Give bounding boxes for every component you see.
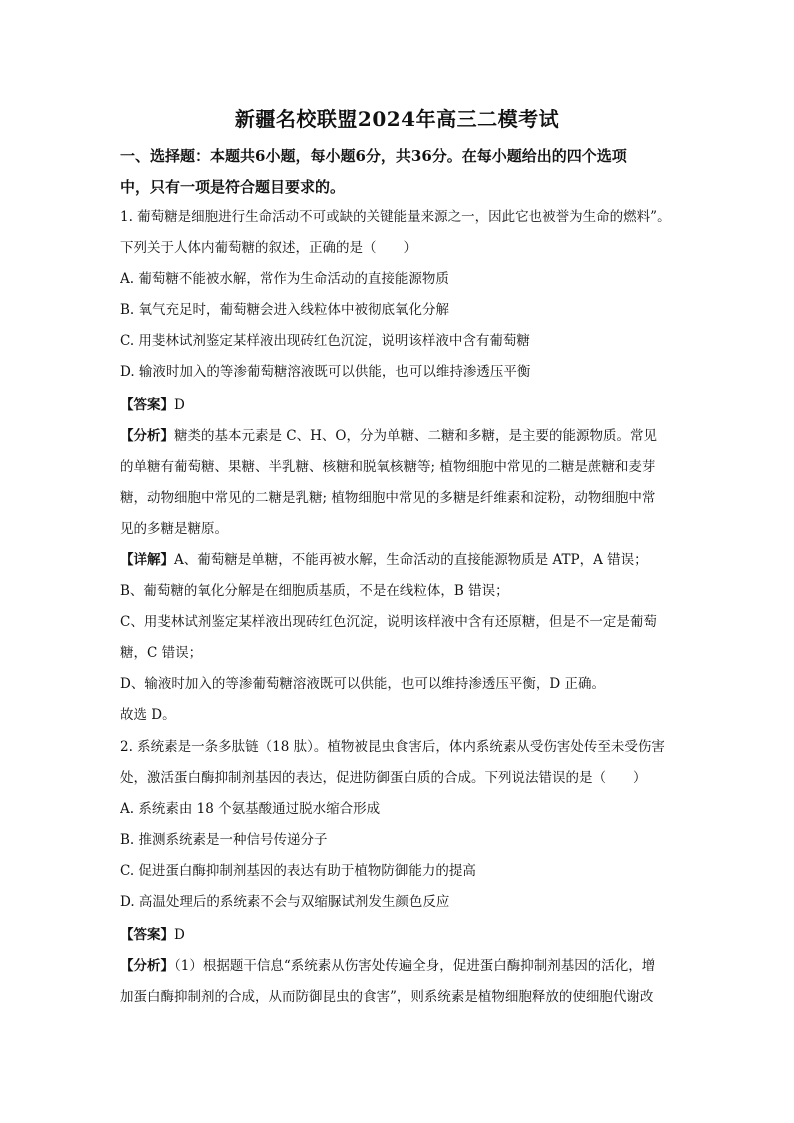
section-heading-line-1: 一、选择题：本题共6小题，每小题6分，共36分。在每小题给出的四个选项 — [120, 147, 627, 165]
q1-detail-line-6: 故选 D。 — [120, 707, 176, 723]
q1-option-b: B. 氧气充足时，葡萄糖会进入线粒体中被彻底氧化分解 — [120, 302, 450, 318]
q2-stem-line-1: 2. 系统素是一条多肽链（18 肽）。植物被昆虫食害后，体内系统素从受伤害处传至未受伤害 — [120, 739, 665, 755]
q1-answer — [120, 396, 690, 414]
q2-answer — [120, 926, 690, 944]
q2-analysis-line-1 — [120, 957, 690, 975]
q1-option-a: A. 葡萄糖不能被水解，常作为生命活动的直接能源物质 — [120, 271, 449, 287]
page-title: 新疆名校联盟2024年高三二模考试 — [234, 107, 560, 131]
q1-analysis-line-3: 糖，动物细胞中常见的二糖是乳糖; 植物细胞中常见的多糖是纤维素和淀粉，动物细胞中常 — [120, 490, 656, 506]
q1-analysis-line-1 — [120, 427, 690, 445]
q2-option-d: D. 高温处理后的系统素不会与双缩脲试剂发生颜色反应 — [120, 894, 450, 910]
q2-answer-tag: 【答案】 — [120, 927, 174, 943]
q2-option-a: A. 系统素由 18 个氨基酸通过脱水缩合形成 — [120, 801, 381, 817]
q2-analysis-text-1: （1）根据题干信息“系统素从伤害处传遍全身，促进蛋白酶抑制剂基因的活化，增 — [174, 958, 656, 974]
q2-option-c: C. 促进蛋白酶抑制剂基因的表达有助于植物防御能力的提高 — [120, 863, 476, 879]
q1-analysis-tag: 【分析】 — [120, 428, 174, 444]
q1-detail-line-2: B、葡萄糖的氧化分解是在细胞质基质，不是在线粒体，B 错误； — [120, 583, 509, 599]
q1-option-d: D. 输液时加入的等渗葡萄糖溶液既可以供能，也可以维持渗透压平衡 — [120, 364, 531, 380]
q1-detail-line-5: D、输液时加入的等渗葡萄糖溶液既可以供能，也可以维持渗透压平衡，D 正确。 — [120, 676, 605, 692]
q1-detail-line-1 — [120, 551, 690, 569]
q1-detail-text-1: A、葡萄糖是单糖，不能再被水解，生命活动的直接能源物质是 ATP，A 错误； — [174, 552, 648, 568]
q1-option-c: C. 用斐林试剂鉴定某样液出现砖红色沉淀，说明该样液中含有葡萄糖 — [120, 333, 530, 349]
q2-stem-line-2: 处，激活蛋白酶抑制剂基因的表达，促进防御蛋白质的合成。下列说法错误的是（ ） — [120, 770, 647, 786]
q2-option-b: B. 推测系统素是一种信号传递分子 — [120, 832, 328, 848]
q1-stem-line-1: 1. 葡萄糖是细胞进行生命活动不可或缺的关键能量来源之一，因此它也被誉为生命的燃料”。 — [120, 209, 671, 225]
q1-analysis-line-2: 的单糖有葡萄糖、果糖、半乳糖、核糖和脱氧核糖等; 植物细胞中常见的二糖是蔗糖和麦芽 — [120, 459, 656, 475]
q1-analysis-text-1: 糖类的基本元素是 C、H、O，分为单糖、二糖和多糖，是主要的能源物质。常见 — [174, 428, 657, 444]
q2-answer-value: D — [174, 927, 185, 943]
q1-stem-line-2: 下列关于人体内葡萄糖的叙述，正确的是（ ） — [120, 240, 417, 256]
q2-analysis-tag: 【分析】 — [120, 958, 174, 974]
q1-analysis-line-4: 见的多糖是糖原。 — [120, 521, 228, 537]
q1-answer-tag: 【答案】 — [120, 397, 174, 413]
q2-analysis-line-2: 加蛋白酶抑制剂的合成，从而防御昆虫的食害”，则系统素是植物细胞释放的使细胞代谢改 — [120, 989, 654, 1005]
q1-detail-line-3: C、用斐林试剂鉴定某样液出现砖红色沉淀，说明该样液中含有还原糖，但是不一定是葡萄 — [120, 614, 657, 630]
section-heading-line-2: 中，只有一项是符合题目要求的。 — [120, 178, 346, 196]
q1-detail-line-4: 糖，C 错误； — [120, 645, 203, 661]
q1-detail-tag: 【详解】 — [120, 552, 174, 568]
q1-answer-value: D — [174, 397, 185, 413]
